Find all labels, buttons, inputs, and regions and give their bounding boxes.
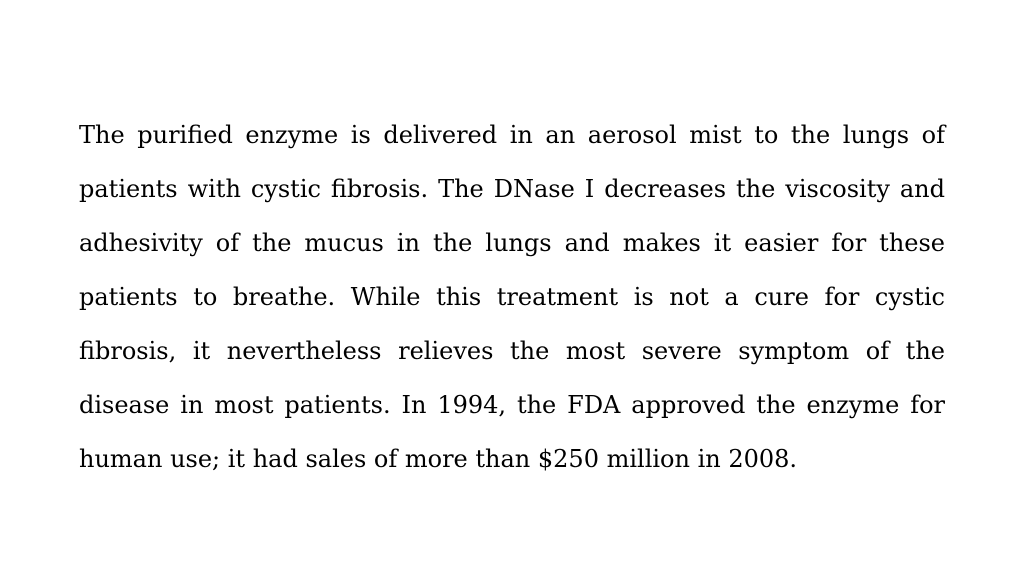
body-paragraph: The purified enzyme is delivered in an aerosol mist to the lungs of patients with cystic fibrosis. The DNase I decreases the viscosity and adhesivity of the mucus in the lungs and makes it easier for these patients to breathe. While this treatment is not a cure for cystic fibrosis, it nevertheless relieves the most severe symptom of the disease in most patients. In 1994, the FDA approved the enzyme for human use; it had sales of more than $250 million in 2008.	[79, 121, 945, 473]
